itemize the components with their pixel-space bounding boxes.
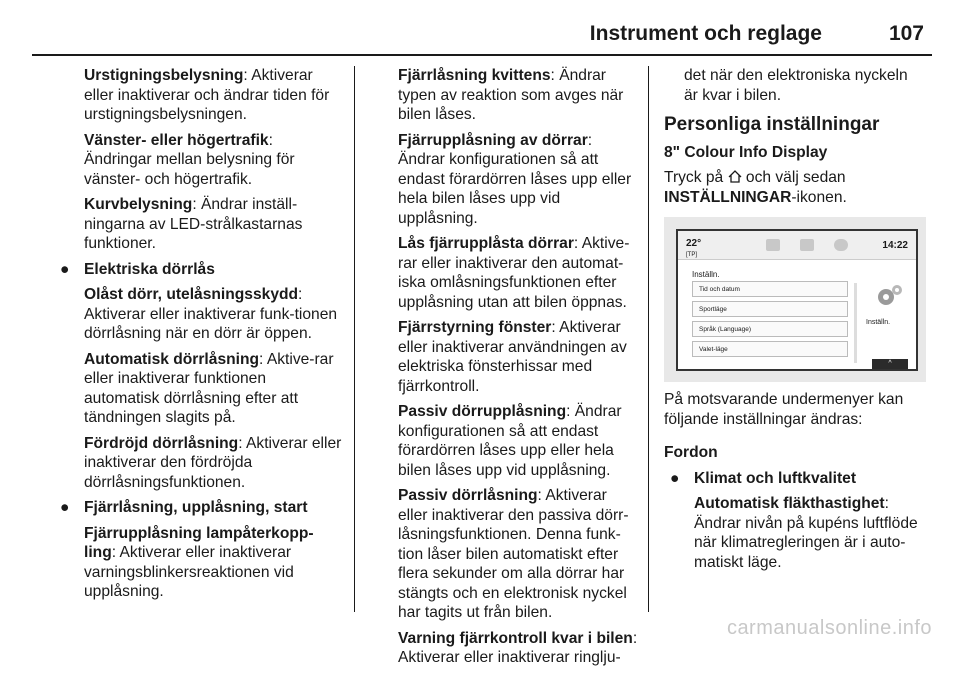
column-1 (60, 66, 344, 608)
screen-temperature: 22° (686, 238, 702, 249)
chevron-up-icon: ^ (872, 359, 908, 369)
paragraph (694, 494, 924, 572)
term: Fjärrupplåsning lampåterkopp-ling (84, 524, 314, 561)
text: och välj sedan (745, 169, 846, 186)
paragraph (398, 131, 638, 229)
screen-menu-item: Valet-läge (692, 341, 848, 357)
screen-menu-item: Tid och datum (692, 281, 848, 297)
paragraph: På motsvarande undermenyer kan följande inställningar ändras: (664, 391, 904, 428)
page-header (32, 20, 932, 52)
screen-status-bar (678, 231, 916, 260)
phone-icon (800, 239, 814, 251)
sub-heading: 8" Colour Info Display (664, 143, 828, 161)
bullet-heading (60, 260, 344, 280)
text: : Ändrar nivån på kupéns luftflöde när klimatregleringen är i auto-matiskt läge. (694, 495, 918, 571)
bullet-icon: ● (670, 469, 680, 487)
text: : Ändrar konfigurationen så att endast förardörren låses upp eller hela bilen låses upp vid upplåsning. (398, 403, 622, 479)
column-divider (648, 66, 649, 612)
screen-menu-title: Inställn. (692, 270, 720, 279)
screen-scrollbar (854, 283, 857, 363)
screen-display (676, 229, 918, 371)
text: Tryck på (664, 169, 724, 186)
screen-time: 14:22 (882, 240, 908, 251)
term: Passiv dörrupplåsning (398, 403, 567, 420)
music-icon (766, 239, 780, 251)
term: Lås fjärrupplåsta dörrar (398, 235, 574, 252)
home-icon (728, 170, 742, 183)
text: : Aktiverar eller inaktiverar funk-tionen dörrlåsning när en dörr är öppen. (84, 286, 338, 342)
paragraph: det när den elektroniska nyckeln är kvar i bilen. (684, 67, 908, 104)
term: Vänster- eller högertrafik (84, 131, 269, 149)
term: Fjärrlåsning, upplåsning, start (84, 499, 308, 516)
paragraph (84, 195, 344, 254)
column-3 (664, 66, 924, 578)
text: : Aktiverar eller inaktiverar användningen av elektriska fönsterhissar med fjärrkontroll. (398, 319, 627, 395)
paragraph (398, 402, 638, 480)
section-heading: Personliga inställningar (664, 114, 880, 135)
bullet-heading (670, 469, 924, 489)
screen-tp: [TP] (686, 252, 698, 258)
text: : Ändrar inställ-ningarna av LED-strålkastarnas funktioner. (84, 196, 303, 252)
text: : Aktive-rar eller inaktiverar den automat-iska omlåsningsfunktionen efter upplåsning utan att bilen öppnas. (398, 235, 630, 311)
settings-screen-image (664, 217, 926, 382)
paragraph (398, 629, 638, 668)
text: : Aktiverar eller inaktiverar den passiva dörr-låsningsfunktionen. Denna funk-tion låser bilen automatiskt efter flera sekunder om alla dörrar har stängts och en elektronisk nyckel har tagits ut från bilen. (398, 487, 629, 621)
paragraph (398, 486, 638, 623)
header-rule (32, 54, 932, 56)
bullet-heading (60, 498, 344, 518)
term: Klimat och luftkvalitet (694, 469, 857, 487)
term: Kurvbelysning (84, 196, 193, 213)
term: Varning fjärrkontroll kvar i bilen (398, 629, 633, 647)
term: Urstigningsbelysning (84, 67, 244, 84)
paragraph (664, 168, 924, 207)
column-divider (354, 66, 355, 612)
paragraph (398, 66, 638, 125)
term: Olåst dörr, utelåsningsskydd (84, 286, 299, 303)
info-icon (834, 239, 848, 251)
paragraph (84, 66, 344, 125)
term: Fördröjd dörrlåsning (84, 434, 239, 452)
screen-menu-item: Språk (Language) (692, 321, 848, 337)
text: : Aktiverar eller inaktiverar den fördröjda dörrlåsningsfunktionen. (84, 434, 342, 491)
paragraph (84, 131, 344, 190)
gear-icon (874, 283, 904, 309)
text: : Ändringar mellan belysning för vänster- och högertrafik. (84, 131, 295, 188)
text: : Ändrar konfigurationen så att endast förardörren låses upp eller hela bilen låses upp vid upplåsning. (398, 131, 632, 227)
bullet-icon: ● (60, 499, 70, 516)
text: -ikonen. (791, 188, 847, 206)
term: Passiv dörrlåsning (398, 487, 538, 504)
watermark: carmanualsonline.info (726, 617, 932, 639)
term: Automatisk fläkthastighet (694, 495, 885, 512)
text: : Aktive-rar eller inaktiverar funktionen automatisk dörrlåsning efter att tändningen slagits på. (84, 350, 334, 426)
term: Fjärrlåsning kvittens (398, 67, 551, 84)
paragraph (84, 350, 344, 428)
term: Fjärrupplåsning av dörrar (398, 131, 588, 149)
header-title: Instrument och reglage (589, 22, 822, 45)
paragraph (398, 234, 638, 312)
page-number: 107 (888, 22, 924, 45)
paragraph (84, 285, 344, 344)
text: : Aktiverar eller inaktiverar varningsblinkersreaktionen vid upplåsning. (84, 544, 294, 600)
screen-gear-label: Inställn. (866, 319, 891, 326)
bullet-icon: ● (60, 260, 70, 278)
term: Elektriska dörrlås (84, 260, 215, 278)
term: Automatisk dörrlåsning (84, 350, 260, 368)
sub-heading: Fordon (664, 444, 718, 461)
term: Fjärrstyrning fönster (398, 319, 552, 336)
text: : Aktiverar eller inaktiverar och ändrar tiden för urstigningsbelysningen. (84, 67, 330, 123)
paragraph (84, 434, 344, 493)
screen-menu-item: Sportläge (692, 301, 848, 317)
paragraph (398, 318, 638, 396)
term: INSTÄLLNINGAR (664, 188, 792, 206)
paragraph (84, 524, 344, 602)
text: : Aktiverar eller inaktiverar ringlju- (398, 629, 638, 666)
column-2 (398, 66, 638, 674)
text: : Ändrar typen av reaktion som avges när bilen låses. (398, 67, 624, 123)
